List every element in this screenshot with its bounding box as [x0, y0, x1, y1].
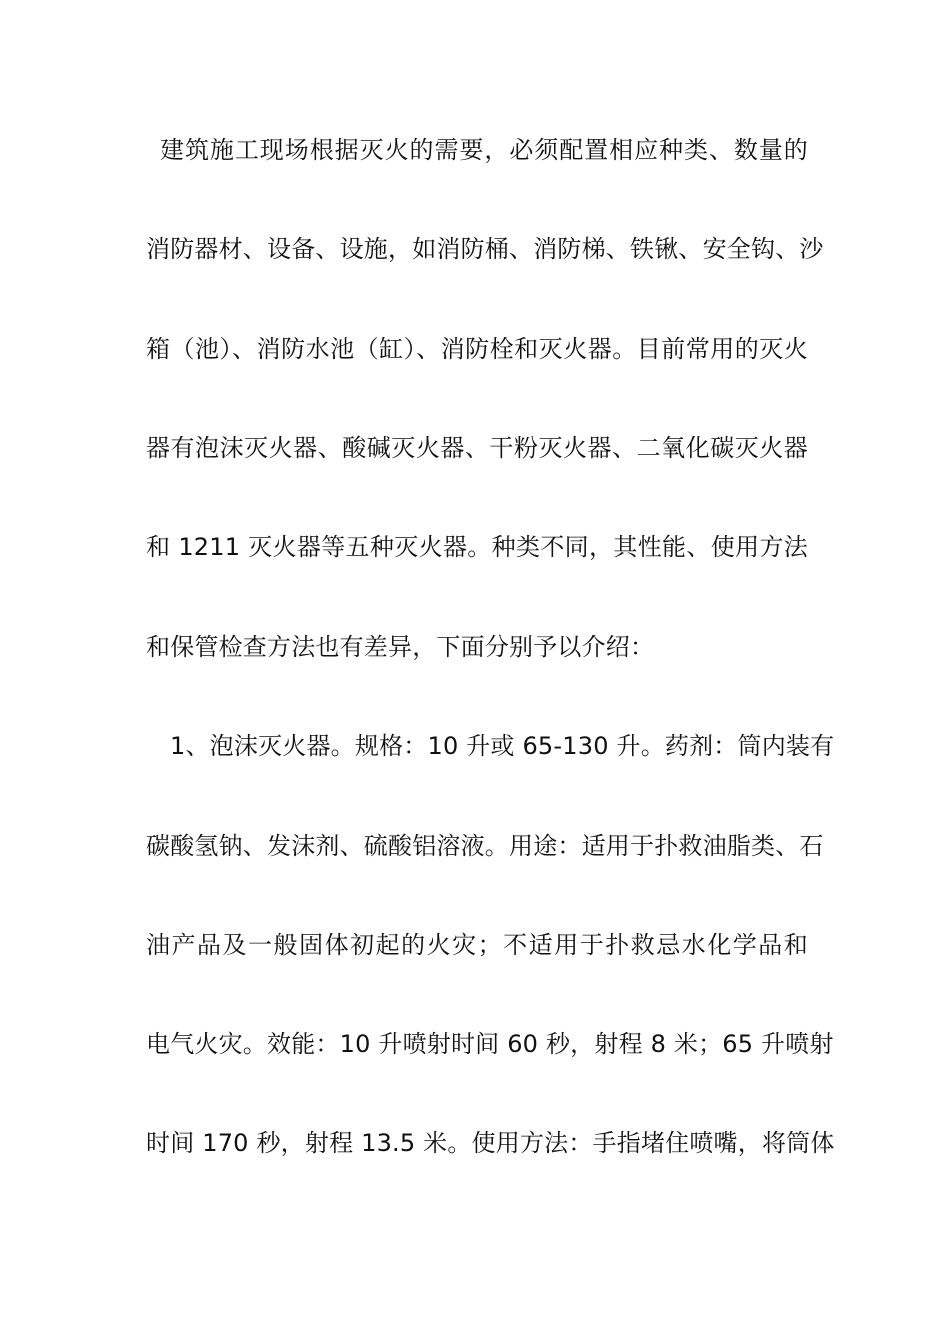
paragraph-2-line-1: 1、泡沫灭火器。规格：10 升或 65-130 升。药剂：筒内装有 [170, 732, 835, 760]
paragraph-2-line-5: 时间 170 秒，射程 13.5 米。使用方法：手指堵住喷嘴，将筒体 [146, 1129, 835, 1157]
paragraph-2-line-4: 电气火灾。效能：10 升喷射时间 60 秒，射程 8 米；65 升喷射 [146, 1030, 834, 1058]
paragraph-1-line-4: 器有泡沫灭火器、酸碱灭火器、干粉灭火器、二氧化碳灭火器 [146, 434, 808, 462]
paragraph-2-line-3: 油产品及一般固体初起的火灾；不适用于扑救忌水化学品和 [146, 931, 808, 959]
paragraph-2-line-2: 碳酸氢钠、发沫剂、硫酸铝溶液。用途：适用于扑救油脂类、石 [146, 832, 824, 860]
paragraph-1-line-1: 建筑施工现场根据灭火的需要，必须配置相应种类、数量的 [160, 136, 808, 164]
paragraph-1-line-6: 和保管检查方法也有差异，下面分别予以介绍： [146, 633, 655, 661]
paragraph-1-line-2: 消防器材、设备、设施，如消防桶、消防梯、铁锹、安全钩、沙 [146, 235, 824, 263]
paragraph-1-line-5: 和 1211 灭火器等五种灭火器。种类不同，其性能、使用方法 [146, 533, 808, 561]
paragraph-1-line-3: 箱（池）、消防水池（缸）、消防栓和灭火器。目前常用的灭火 [146, 335, 808, 363]
